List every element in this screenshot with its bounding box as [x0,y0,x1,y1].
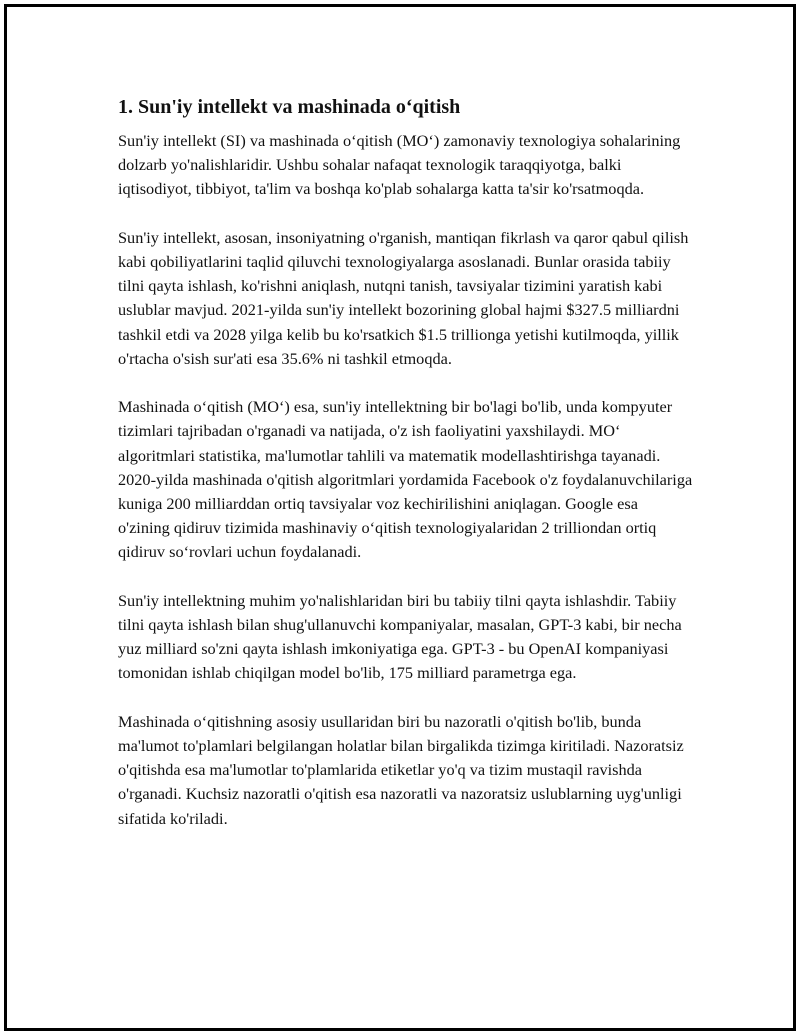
section-heading: 1. Sun'iy intellekt va mashinada o‘qitish [118,96,461,118]
paragraph-intro: Sun'iy intellekt (SI) va mashinada o‘qitish (MO‘) zamonaviy texnologiya sohalarining dolzarb yo'nalishlaridir. Ushbu sohalar nafaqat texnologik taraqqiyotga, balki iqtisodiyot, tibbiyot, ta'lim va boshqa ko'plab sohalarga katta ta'sir ko'rsatmoqda. [118,131,681,199]
document-body [118,94,693,855]
paragraph-machine-learning: Mashinada o‘qitish (MO‘) esa, sun'iy intellektning bir bo'lagi bo'lib, unda kompyuter tizimlari tajribadan o'rganadi va natijada, o'z ish faoliyatini yaxshilaydi. MO‘ algoritmlari statistika, ma'lumotlar tahlili va matematik modellashtirishga tayanadi. 2020-yilda mashinada o'qitish algoritmlari yordamida Facebook o'z foydalanuvchilariga kuniga 200 milliarddan ortiq tavsiyalar voz kechirilishini aniqlagan. Google esa o'zining qidiruv tizimida mashinaviy o‘qitish texnologiyalaridan 2 trilliondan ortiq qidiruv so‘rovlari uchun foydalanadi. [118,397,693,562]
paragraph-nlp: Sun'iy intellektning muhim yo'nalishlaridan biri bu tabiiy tilni qayta ishlashdir. Tabiiy tilni qayta ishlash bilan shug'ullanuvchi kompaniyalar, masalan, GPT-3 kabi, bir necha yuz milliard so'zni qayta ishlash imkoniyatiga ega. GPT-3 - bu OpenAI kompaniyasi tomonidan ishlab chiqilgan model bo'lib, 175 milliard parametrga ega. [118,590,682,683]
paragraph-learning-methods: Mashinada o‘qitishning asosiy usullaridan biri bu nazoratli o'qitish bo'lib, bunda ma'lumot to'plamlari belgilangan holatlar bilan birgalikda tizimga kiritiladi. Nazoratsiz o'qitishda esa ma'lumotlar to'plamlarida etiketlar yo'q va tizim mustaqil ravishda o'rganadi. Kuchsiz nazoratli o'qitish esa nazoratli va nazoratsiz uslublarning uyg'unligi sifatida ko'riladi. [118,711,684,828]
paragraph-ai-market: Sun'iy intellekt, asosan, insoniyatning o'rganish, mantiqan fikrlash va qaror qabul qilish kabi qobiliyatlarini taqlid qiluvchi texnologiyalarga asoslanadi. Bunlar orasida tabiiy tilni qayta ishlash, ko'rishni aniqlash, nutqni tanish, tavsiyalar tizimini yaratish kabi uslublar mavjud. 2021-yilda sun'iy intellekt bozorining global hajmi $327.5 milliardni tashkil etdi va 2028 yilga kelib bu ko'rsatkich $1.5 trillionga yetishi kutilmoqda, yillik o'rtacha o'sish sur'ati esa 35.6% ni tashkil etmoqda. [118,227,689,368]
